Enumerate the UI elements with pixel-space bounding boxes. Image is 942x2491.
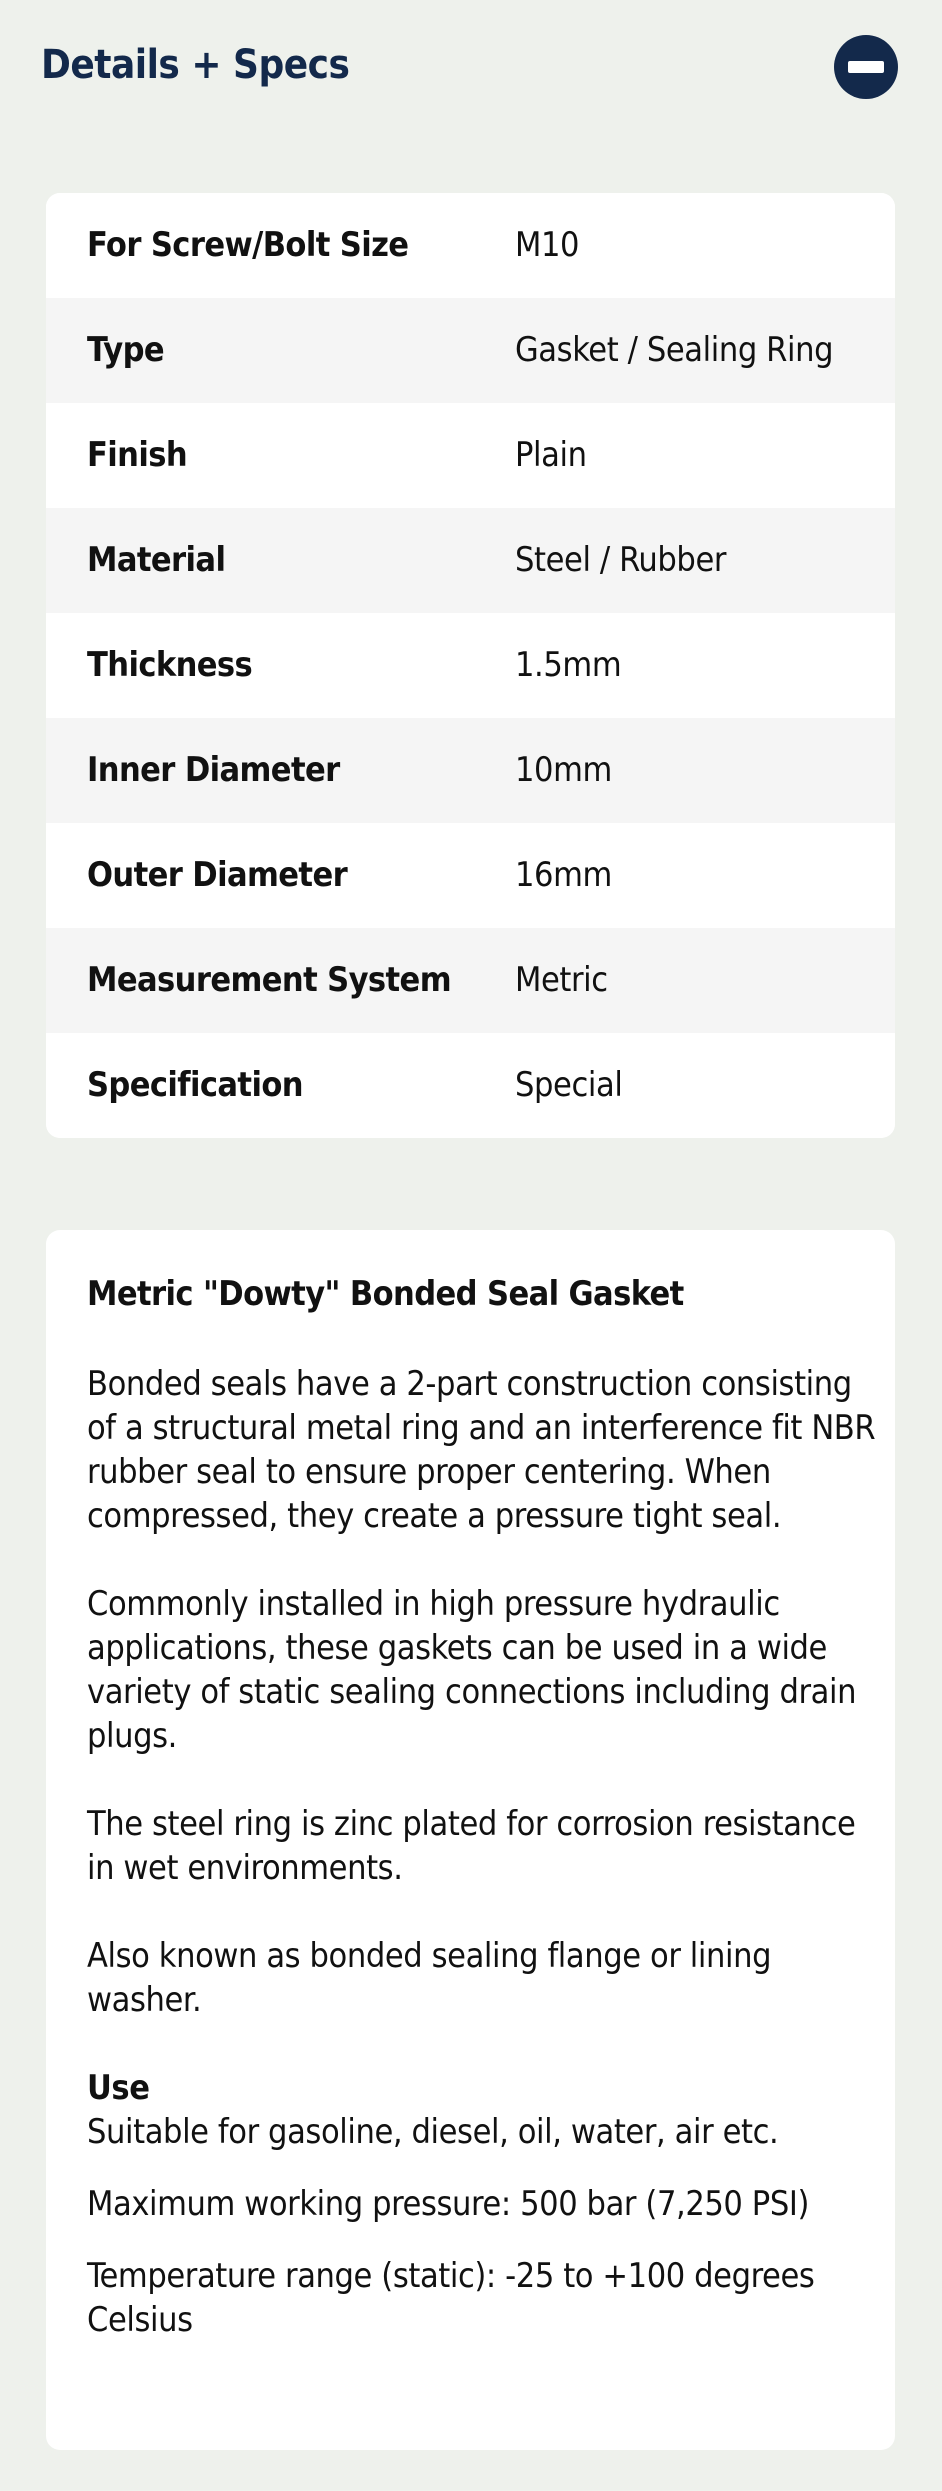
spec-label: Measurement System [87,960,451,1000]
description-paragraph: Bonded seals have a 2-part construction consisting of a structural metal ring and an interference fit NBR rubber seal to ensure proper centering. When compressed, they create a pressure tight seal. [87,1364,876,1536]
description-paragraph: Also known as bonded sealing flange or lining washer. [87,1936,772,2020]
use-line: Suitable for gasoline, diesel, oil, water, air etc. [87,2112,779,2152]
specs-table [46,193,895,1138]
spec-value: Special [515,1065,623,1105]
spec-row [46,298,895,403]
collapse-toggle-button[interactable] [834,35,898,99]
product-description-card [46,1230,895,2450]
spec-row [46,508,895,613]
spec-row [46,928,895,1033]
product-description [87,1272,877,2370]
use-line: Temperature range (static): -25 to +100 degrees Celsius [87,2256,815,2340]
spec-value: 10mm [515,750,612,790]
spec-row [46,613,895,718]
spec-row [46,718,895,823]
spec-label: Outer Diameter [87,855,348,895]
spec-value: Plain [515,435,587,475]
spec-label: Finish [87,435,188,475]
spec-label: Type [87,330,165,370]
description-paragraph: Commonly installed in high pressure hydraulic applications, these gaskets can be used in a wide variety of static sealing connections including drain plugs. [87,1584,857,1756]
spec-value: Gasket / Sealing Ring [515,330,834,370]
spec-value: 1.5mm [515,645,622,685]
spec-row [46,1033,895,1138]
use-line: Maximum working pressure: 500 bar (7,250 PSI) [87,2184,810,2224]
spec-row [46,193,895,298]
spec-value: Metric [515,960,608,1000]
spec-label: For Screw/Bolt Size [87,225,409,265]
description-title: Metric "Dowty" Bonded Seal Gasket [87,1274,684,1314]
spec-label: Inner Diameter [87,750,340,790]
spec-label: Thickness [87,645,253,685]
spec-row [46,823,895,928]
spec-row [46,403,895,508]
description-paragraph: The steel ring is zinc plated for corrosion resistance in wet environments. [87,1804,856,1888]
use-heading: Use [87,2068,150,2108]
spec-label: Specification [87,1065,303,1105]
minus-icon [848,61,884,73]
spec-value: M10 [515,225,580,265]
details-specs-header[interactable] [0,0,942,130]
spec-value: 16mm [515,855,612,895]
spec-value: Steel / Rubber [515,540,727,580]
section-title: Details + Specs [41,42,350,88]
spec-label: Material [87,540,226,580]
